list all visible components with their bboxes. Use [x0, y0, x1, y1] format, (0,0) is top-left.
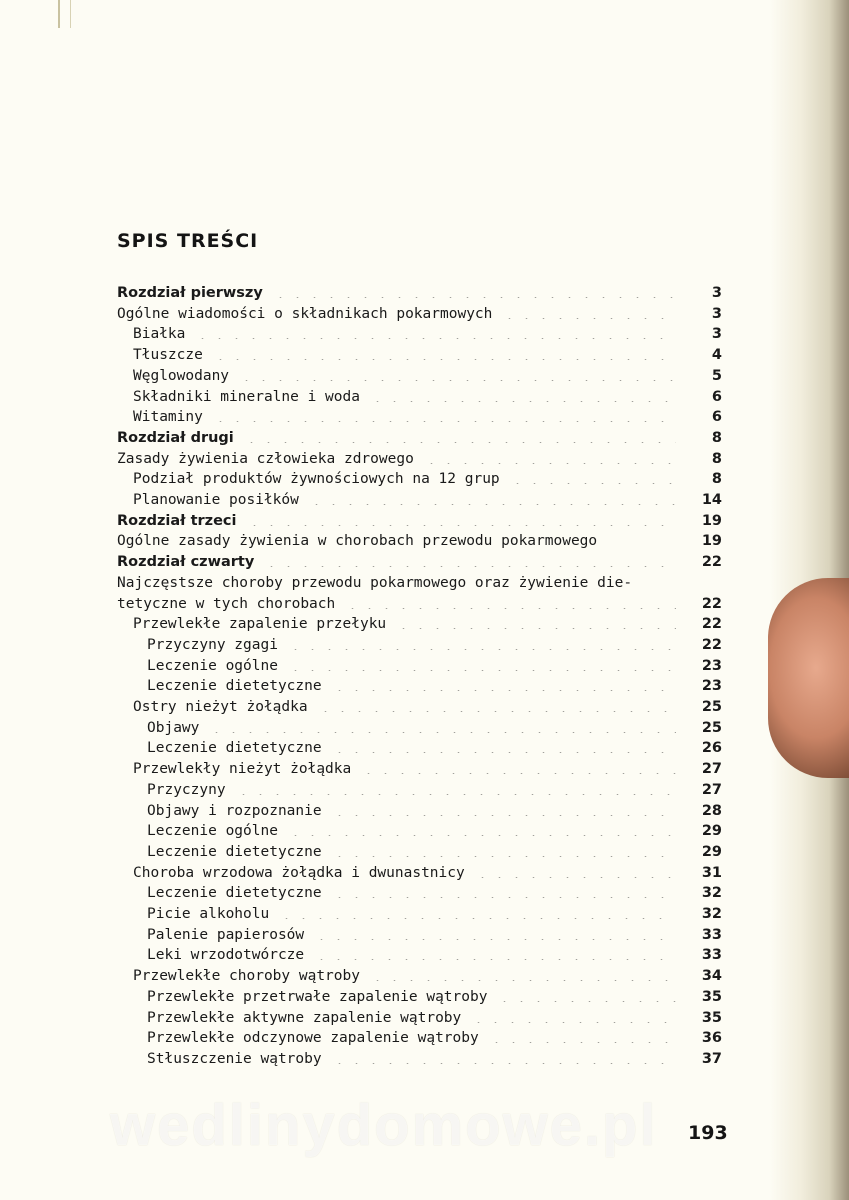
toc-entry-page: 22	[701, 616, 722, 633]
toc-entry-page: 37	[701, 1050, 722, 1067]
leader-dots	[268, 284, 676, 298]
toc-chapter-entry	[117, 281, 722, 301]
toc-entry	[147, 736, 722, 757]
leader-dots	[602, 532, 676, 546]
leader-dots	[365, 967, 676, 981]
toc-entry	[133, 757, 722, 778]
leader-dots	[470, 864, 676, 878]
toc-entry-page: 22	[701, 595, 722, 612]
toc-entry-label: Planowanie posiłków	[133, 492, 304, 508]
leader-dots	[242, 512, 677, 526]
leader-dots	[274, 905, 676, 919]
leader-dots	[340, 595, 676, 609]
toc-entry-label: Leczenie dietetyczne	[147, 740, 327, 756]
toc-chapter-entry	[117, 550, 722, 571]
toc-entry-label: Przyczyny zgagi	[147, 637, 283, 653]
toc-entry-label: Rozdział pierwszy	[117, 285, 268, 301]
toc-entry	[133, 861, 722, 881]
toc-entry-label: Rozdział trzeci	[117, 513, 242, 529]
leader-dots	[234, 367, 676, 381]
toc-entry	[147, 1026, 722, 1047]
toc-entry	[147, 985, 722, 1005]
toc-entry-label: Najczęstsze choroby przewodu pokarmowego oraz żywienie die-	[117, 575, 637, 591]
toc-entry-label: Przyczyny	[147, 782, 231, 798]
leader-dots	[327, 884, 676, 898]
holding-thumb	[768, 578, 849, 778]
toc-entry-page: 8	[711, 429, 722, 446]
leader-dots	[327, 843, 676, 857]
toc-entry-label: Zasady żywienia człowieka zdrowego	[117, 451, 419, 467]
toc-entry-page: 28	[701, 802, 722, 819]
toc-entry-label: Stłuszczenie wątroby	[147, 1051, 327, 1067]
toc-entry	[147, 923, 722, 943]
toc-entry-label: Leczenie dietetyczne	[147, 844, 327, 860]
toc-entry-page: 35	[701, 1009, 722, 1026]
toc-entry-page: 8	[711, 450, 722, 467]
toc-entry-label: tetyczne w tych chorobach	[117, 596, 340, 612]
toc-entry-page: 6	[711, 409, 722, 426]
toc-entry-label: Przewlekłe aktywne zapalenie wątroby	[147, 1010, 466, 1026]
toc-entry-page: 14	[701, 492, 722, 508]
toc-entry-page: 36	[701, 1030, 722, 1047]
toc-entry-label: Składniki mineralne i woda	[133, 389, 365, 405]
leader-dots	[239, 429, 676, 443]
toc-entry	[117, 302, 722, 322]
toc-entry-label: Leki wrzodotwórcze	[147, 947, 309, 963]
toc-entry-page: 8	[711, 471, 722, 488]
toc-entry	[147, 716, 722, 736]
toc-entry	[147, 654, 722, 674]
page-binding-edge	[58, 0, 71, 28]
leader-dots	[327, 677, 676, 691]
toc-entry	[147, 799, 722, 819]
leader-dots	[204, 719, 676, 733]
toc-entry-label: Białka	[133, 326, 190, 342]
toc-entry	[133, 322, 722, 343]
watermark: wedlinydomowe.pl	[110, 1093, 658, 1158]
toc-entry-label: Przewlekłe choroby wątroby	[133, 968, 365, 984]
toc-entry-page: 22	[701, 636, 722, 653]
leader-dots	[283, 636, 676, 650]
leader-dots	[283, 822, 676, 836]
page-title: SPIS TREŚCI	[117, 230, 259, 252]
toc-entry	[133, 964, 722, 985]
toc-entry	[133, 405, 722, 426]
toc-entry	[133, 364, 722, 384]
toc-entry-page: 26	[701, 740, 722, 757]
toc-entry-label: Choroba wrzodowa żołądka i dwunastnicy	[133, 865, 470, 881]
toc-entry-label: Leczenie dietetyczne	[147, 678, 327, 694]
leader-dots	[327, 739, 676, 753]
toc-entry-page: 34	[701, 968, 722, 985]
toc-entry-page: 3	[711, 285, 722, 301]
toc-entry-label: Tłuszcze	[133, 347, 208, 363]
toc-entry-label: Rozdział drugi	[117, 430, 239, 446]
leader-dots	[259, 553, 676, 567]
toc-entry-page: 5	[711, 367, 722, 384]
toc-entry-page: 31	[701, 864, 722, 881]
toc-entry-label: Objawy i rozpoznanie	[147, 803, 327, 819]
toc-entry-label: Witaminy	[133, 409, 208, 425]
leader-dots	[304, 491, 676, 505]
toc-entry	[133, 695, 722, 715]
leader-dots	[637, 574, 676, 588]
toc-entry-label: Objawy	[147, 720, 204, 736]
toc-entry-page: 29	[701, 843, 722, 860]
toc-entry-page: 25	[701, 699, 722, 715]
toc-entry-page: 32	[701, 885, 722, 902]
toc-entry-page: 32	[701, 906, 722, 922]
toc-entry-label: Leczenie ogólne	[147, 658, 283, 674]
leader-dots	[391, 615, 676, 629]
toc-entry-label: Przewlekłe odczynowe zapalenie wątroby	[147, 1030, 484, 1046]
toc-entry-label: Przewlekłe zapalenie przełyku	[133, 616, 391, 632]
toc-entry	[133, 343, 722, 364]
leader-dots	[283, 657, 676, 671]
toc-chapter-entry	[117, 426, 722, 446]
toc-entry-label: Palenie papierosów	[147, 927, 309, 943]
leader-dots	[492, 988, 676, 1002]
leader-dots	[365, 388, 676, 402]
toc-entry-page: 33	[701, 926, 722, 943]
leader-dots	[313, 698, 676, 712]
toc-entry	[147, 1006, 722, 1026]
leader-dots	[327, 1050, 676, 1064]
toc-entry-page: 27	[701, 761, 722, 778]
leader-dots	[309, 946, 676, 960]
leader-dots	[208, 346, 676, 360]
toc-entry	[117, 447, 722, 467]
toc-entry-page: 33	[701, 947, 722, 964]
toc-entry-page: 25	[701, 719, 722, 736]
toc-entry-label: Przewlekły nieżyt żołądka	[133, 761, 356, 777]
toc-entry-page: 27	[701, 781, 722, 798]
toc-entry-label: Leczenie ogólne	[147, 823, 283, 839]
toc-entry-page: 4	[711, 347, 722, 364]
toc-entry	[133, 385, 722, 405]
toc-entry	[147, 840, 722, 860]
toc-entry-page: 19	[701, 512, 722, 529]
toc-entry	[147, 674, 722, 695]
toc-entry	[133, 467, 722, 488]
leader-dots	[190, 325, 676, 339]
toc-entry-label: Ogólne zasady żywienia w chorobach przewodu pokarmowego	[117, 533, 602, 549]
toc-entry	[117, 529, 722, 550]
toc-entry-page: 19	[701, 533, 722, 550]
leader-dots	[497, 305, 676, 319]
leader-dots	[231, 781, 676, 795]
toc-entry-label: Rozdział czwarty	[117, 554, 259, 570]
toc-entry-label: Ostry nieżyt żołądka	[133, 699, 313, 715]
leader-dots	[356, 760, 676, 774]
leader-dots	[505, 470, 676, 484]
toc-entry-page: 3	[711, 305, 722, 322]
toc-entry	[133, 612, 722, 633]
toc-chapter-entry	[117, 509, 722, 529]
page-number: 193	[688, 1122, 728, 1144]
toc-entry-label: Podział produktów żywnościowych na 12 grup	[133, 471, 505, 487]
leader-dots	[208, 408, 676, 422]
leader-dots	[484, 1029, 676, 1043]
toc-entry-label: Leczenie dietetyczne	[147, 885, 327, 901]
toc-entry-label: Przewlekłe przetrwałe zapalenie wątroby	[147, 989, 492, 1005]
toc-entry-page: 23	[701, 657, 722, 674]
toc-entry	[147, 633, 722, 653]
toc-entry-page: 29	[701, 823, 722, 840]
toc-entry-page: 22	[701, 554, 722, 571]
toc-entry	[147, 819, 722, 840]
toc-entry	[147, 1047, 722, 1067]
leader-dots	[419, 450, 676, 464]
toc-entry-page: 23	[701, 678, 722, 695]
leader-dots	[327, 802, 676, 816]
toc-entry	[147, 881, 722, 902]
toc-entry-label: Węglowodany	[133, 368, 234, 384]
toc-entry	[147, 778, 722, 798]
leader-dots	[466, 1009, 676, 1023]
toc-entry-page: 35	[701, 988, 722, 1005]
toc-entry-page: 6	[711, 388, 722, 405]
leader-dots	[309, 926, 676, 940]
toc-entry	[147, 902, 722, 922]
toc-entry-label: Ogólne wiadomości o składnikach pokarmowych	[117, 306, 497, 322]
toc-entry-page: 3	[711, 326, 722, 343]
toc-entry	[133, 488, 722, 508]
toc-entry	[147, 943, 722, 964]
toc-entry-label: Picie alkoholu	[147, 906, 274, 922]
toc-entry	[117, 592, 722, 612]
toc-entry	[117, 571, 676, 591]
